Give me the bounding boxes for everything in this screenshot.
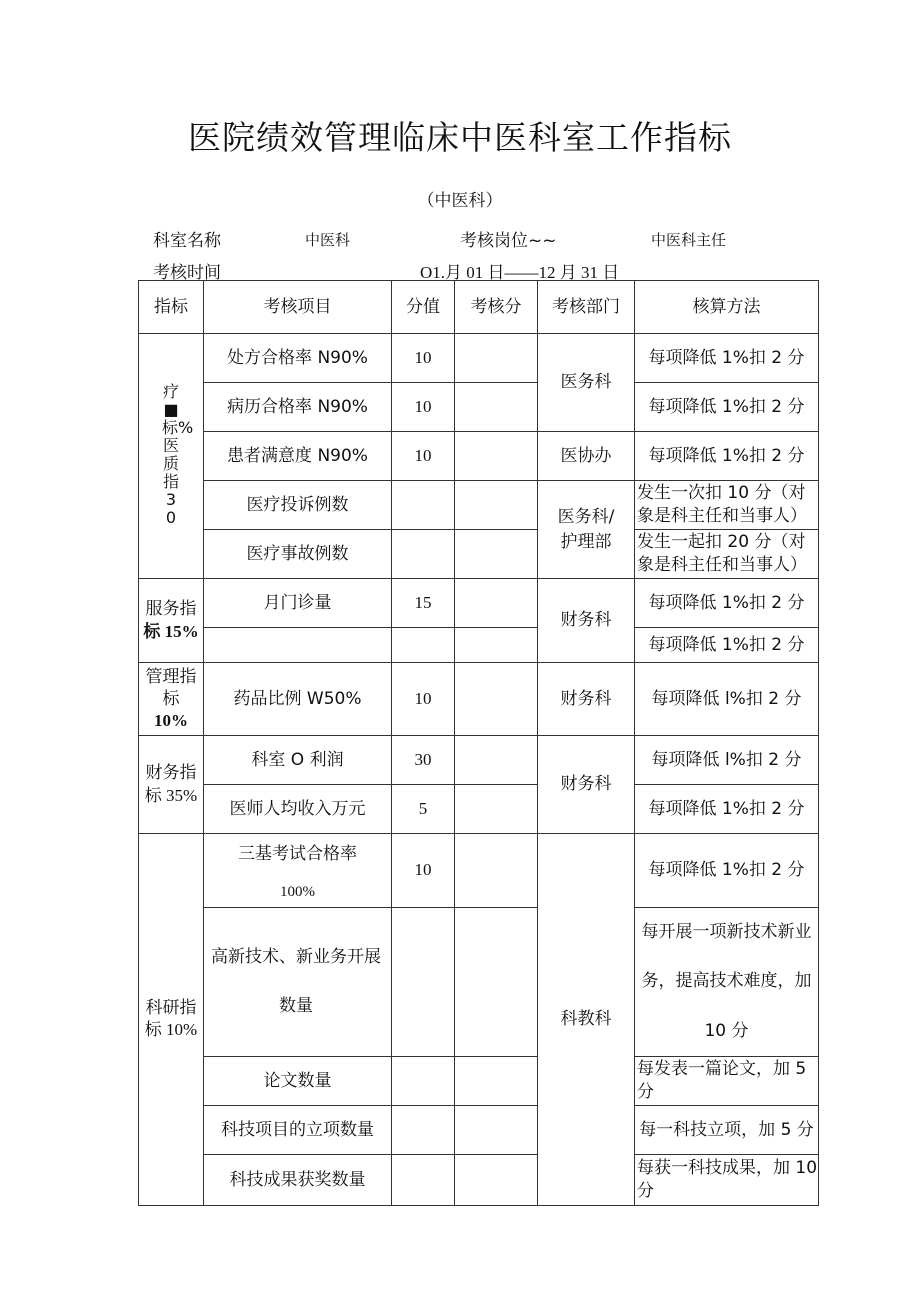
- assessed-score-cell: [455, 1154, 538, 1205]
- table-row: [139, 432, 819, 481]
- score-cell: [392, 1056, 455, 1105]
- assessed-score-cell: [455, 628, 538, 663]
- table-row: [139, 383, 819, 432]
- table-row: [139, 908, 819, 1057]
- item-cell: 月门诊量: [204, 579, 392, 628]
- table-row: [139, 481, 819, 530]
- assessed-score-cell: [455, 736, 538, 785]
- assessed-score-cell: [455, 383, 538, 432]
- assessed-score-cell: [455, 1105, 538, 1154]
- item-cell: 处方合格率 N90%: [204, 334, 392, 383]
- assessed-score-cell: [455, 334, 538, 383]
- item-cell: 医疗投诉例数: [204, 481, 392, 530]
- score-cell: [392, 1105, 455, 1154]
- dept-cell: 财务科: [538, 663, 635, 736]
- item-cell: 科技项目的立项数量: [204, 1105, 392, 1154]
- method-cell: 每项降低 1%扣 2 分: [635, 785, 819, 834]
- method-cell: 发生一起扣 20 分（对象是科主任和当事人）: [635, 530, 819, 579]
- method-cell: 每项降低 1%扣 2 分: [635, 579, 819, 628]
- method-cell: 每一科技立项，加 5 分: [635, 1105, 819, 1154]
- score-cell: [392, 481, 455, 530]
- method-cell: 每获一科技成果，加 10 分: [635, 1154, 819, 1205]
- item-cell: 高新技术、新业务开展数量: [204, 908, 392, 1057]
- time-label: 考核时间: [153, 263, 221, 283]
- category-medical: 疗■标%医质指30: [139, 334, 204, 579]
- item-cell: [204, 628, 392, 663]
- dept-cell: 医务科: [538, 334, 635, 432]
- score-cell: 5: [392, 785, 455, 834]
- header-cell: 考核分: [455, 281, 538, 334]
- method-cell: 发生一次扣 10 分（对象是科主任和当事人）: [635, 481, 819, 530]
- dept-cell: 医协办: [538, 432, 635, 481]
- table-row: [139, 334, 819, 383]
- time-value: O1.月 01 日——12 月 31 日: [420, 263, 620, 282]
- assessed-score-cell: [455, 530, 538, 579]
- dept-label: 科室名称: [153, 231, 221, 251]
- method-cell: 每项降低 l%扣 2 分: [635, 663, 819, 736]
- table-row: [139, 579, 819, 628]
- score-cell: 10: [392, 432, 455, 481]
- score-cell: [392, 908, 455, 1057]
- assessed-score-cell: [455, 908, 538, 1057]
- page-title: 医院绩效管理临床中医科室工作指标: [188, 118, 732, 157]
- method-cell: 每项降低 l%扣 2 分: [635, 736, 819, 785]
- assessed-score-cell: [455, 579, 538, 628]
- score-cell: 10: [392, 383, 455, 432]
- category-service: 服务指 标 15%: [139, 579, 204, 663]
- dept-cell: 财务科: [538, 579, 635, 663]
- item-cell: 病历合格率 N90%: [204, 383, 392, 432]
- table-row: [139, 785, 819, 834]
- post-label: 考核岗位~~: [460, 231, 557, 251]
- category-management: 管理指 标 10%: [139, 663, 204, 736]
- dept-cell: 科教科: [538, 834, 635, 1206]
- score-cell: 10: [392, 834, 455, 908]
- header-cell: 指标: [139, 281, 204, 334]
- method-cell: 每发表一篇论文，加 5 分: [635, 1056, 819, 1105]
- page-subtitle: （中医科）: [417, 191, 503, 211]
- assessed-score-cell: [455, 663, 538, 736]
- table-row: [139, 628, 819, 663]
- score-cell: 15: [392, 579, 455, 628]
- header-cell: 分值: [392, 281, 455, 334]
- item-cell: 三基考试合格率 100%: [204, 834, 392, 908]
- method-cell: 每项降低 1%扣 2 分: [635, 432, 819, 481]
- table-row: [139, 1056, 819, 1105]
- item-cell: 医疗事故例数: [204, 530, 392, 579]
- table-row: [139, 834, 819, 908]
- table-row: [139, 663, 819, 736]
- score-cell: 30: [392, 736, 455, 785]
- dept-value: 中医科: [305, 231, 351, 249]
- dept-cell: 医务科/护理部: [538, 481, 635, 579]
- category-finance: 财务指 标 35%: [139, 736, 204, 834]
- score-cell: [392, 1154, 455, 1205]
- score-cell: [392, 530, 455, 579]
- score-cell: [392, 628, 455, 663]
- header-cell: 核算方法: [635, 281, 819, 334]
- method-cell: 每项降低 1%扣 2 分: [635, 334, 819, 383]
- header-cell: 考核部门: [538, 281, 635, 334]
- table-row: [139, 1154, 819, 1205]
- header-cell: 考核项目: [204, 281, 392, 334]
- item-cell: 药品比例 W50%: [204, 663, 392, 736]
- method-cell: 每项降低 1%扣 2 分: [635, 383, 819, 432]
- indicator-table: [138, 280, 819, 1206]
- item-cell: 患者满意度 N90%: [204, 432, 392, 481]
- table-row: [139, 530, 819, 579]
- score-cell: 10: [392, 663, 455, 736]
- dept-cell: 财务科: [538, 736, 635, 834]
- score-cell: 10: [392, 334, 455, 383]
- item-cell: 科室 O 利润: [204, 736, 392, 785]
- item-cell: 论文数量: [204, 1056, 392, 1105]
- table-row: [139, 736, 819, 785]
- category-research: 科研指 标 10%: [139, 834, 204, 1206]
- item-cell: 科技成果获奖数量: [204, 1154, 392, 1205]
- post-value: 中医科主任: [651, 231, 727, 249]
- assessed-score-cell: [455, 481, 538, 530]
- assessed-score-cell: [455, 1056, 538, 1105]
- assessed-score-cell: [455, 432, 538, 481]
- method-cell: 每项降低 1%扣 2 分: [635, 834, 819, 908]
- table-row: [139, 1105, 819, 1154]
- assessed-score-cell: [455, 834, 538, 908]
- table-header-row: [139, 281, 819, 334]
- method-cell: 每项降低 1%扣 2 分: [635, 628, 819, 663]
- method-cell: 每开展一项新技术新业务，提高技术难度，加 10 分: [635, 908, 819, 1057]
- assessed-score-cell: [455, 785, 538, 834]
- item-cell: 医师人均收入万元: [204, 785, 392, 834]
